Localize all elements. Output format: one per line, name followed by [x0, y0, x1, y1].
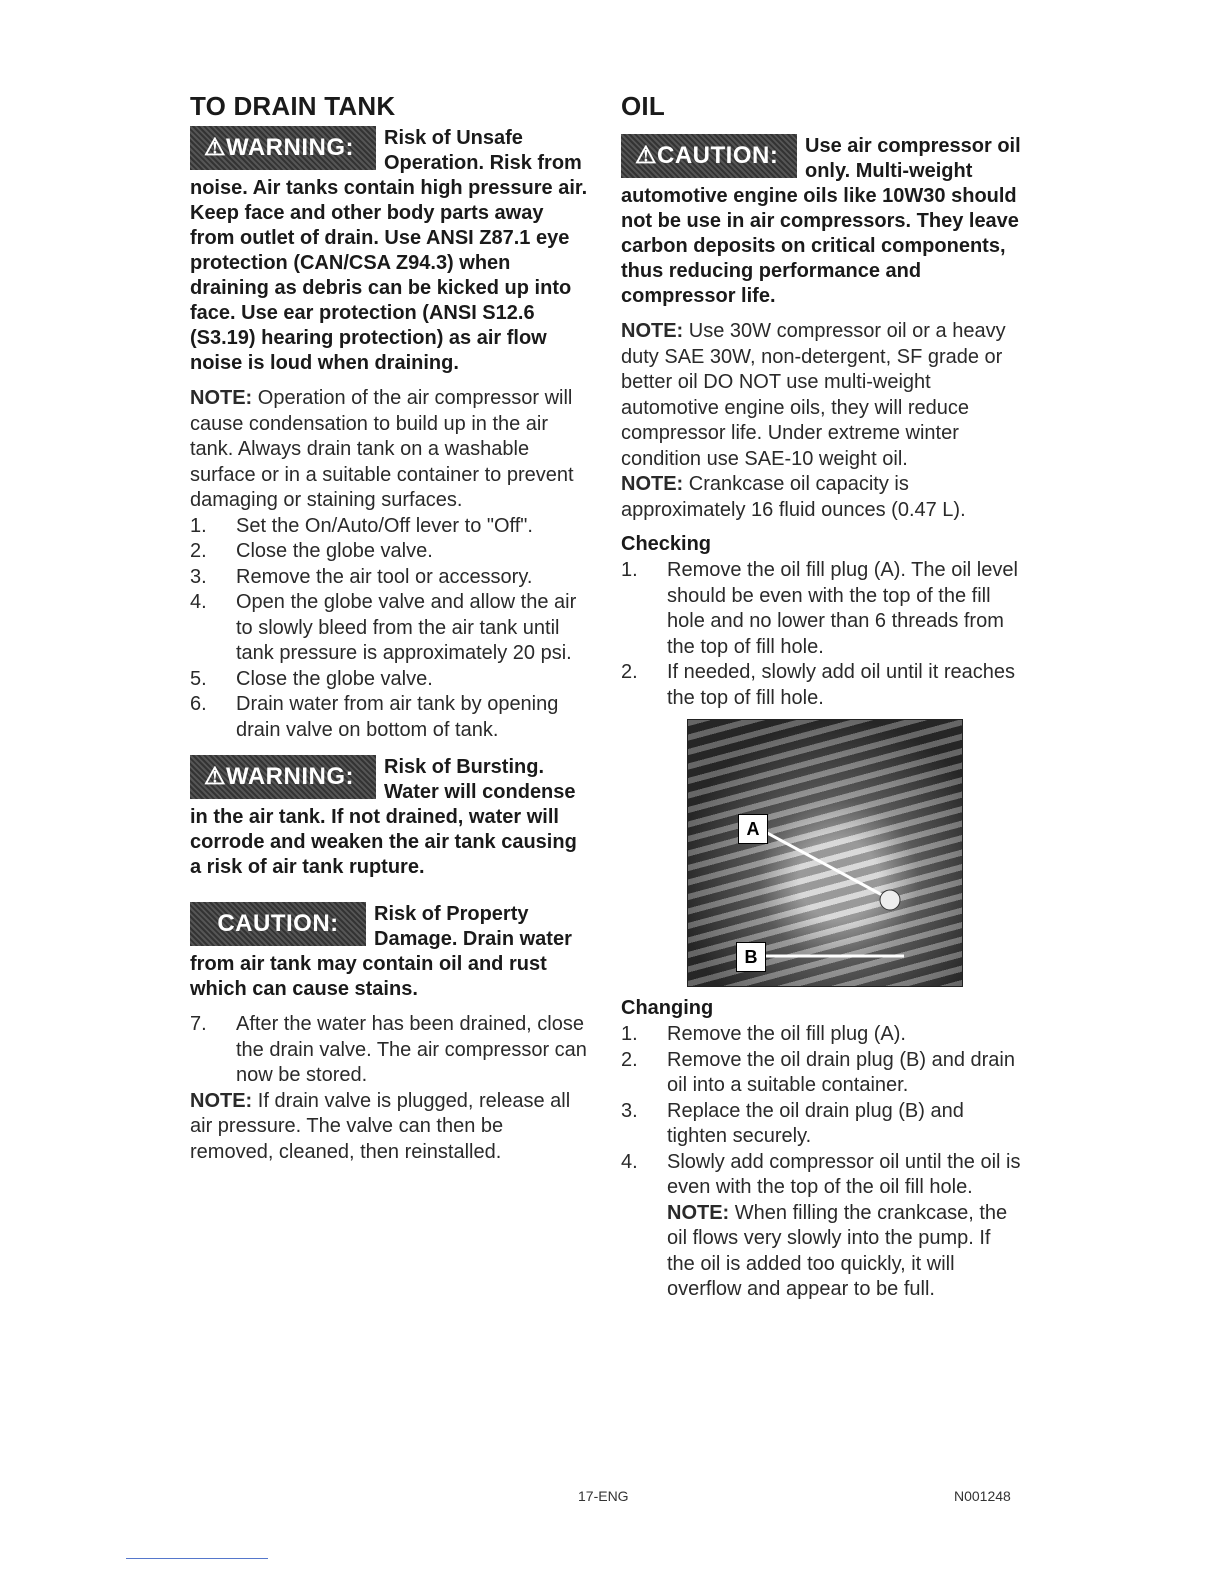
changing-steps-list [621, 1022, 1021, 1303]
step-text: Remove the oil fill plug (A). The oil level should be even with the top of the fill hole and no lower than 6 threads from the top of fill hole. [667, 559, 1018, 658]
caution-oil [621, 134, 1021, 309]
list-item [621, 1048, 1021, 1099]
section-heading-drain-tank: TO DRAIN TANK [190, 91, 396, 121]
caution-badge: CAUTION: [190, 902, 366, 946]
step-number: 4. [190, 591, 207, 613]
warning-text: Risk of Unsafe Operation. Risk from noise. Air tanks contain high pressure air. Keep face and other body parts away from outlet of drain. Use ANSI Z87.1 eye protection (CAN/CSA Z94.3) when draining as debris can be kicked up into face. Use ear protection (ANSI S12.6 (S3.19) hearing protection) as air flow noise is loud when draining. [190, 127, 588, 374]
step-text: Set the On/Auto/Off lever to "Off". [236, 514, 533, 537]
step-text: Close the globe valve. [236, 667, 433, 690]
caution-text: Risk of Property Damage. Drain water from air tank may contain oil and rust which can cause stains. [190, 903, 572, 1000]
list-item [621, 1099, 1021, 1150]
step-text: After the water has been drained, close the drain valve. The air compressor can now be stored. [236, 1013, 587, 1086]
callout-lines [688, 720, 962, 986]
drain-step-7 [190, 1012, 590, 1089]
checking-steps-list [621, 558, 1021, 711]
step-text: Remove the oil drain plug (B) and drain oil into a suitable container. [667, 1048, 1015, 1096]
step-text: Close the globe valve. [236, 540, 433, 562]
warning-unsafe-operation [190, 126, 590, 376]
photo-label-b: B [736, 942, 766, 972]
list-item [190, 1012, 590, 1089]
warning-badge: ⚠WARNING: [190, 755, 376, 799]
warning-badge: ⚠WARNING: [190, 126, 376, 170]
step-number: 2. [621, 661, 638, 683]
list-item [621, 1150, 1021, 1303]
step-number: 1. [621, 559, 638, 581]
list-item [190, 539, 590, 565]
step-text: Replace the oil drain plug (B) and tighten securely. [667, 1099, 964, 1147]
note-lead: NOTE: [190, 387, 253, 409]
step-number: 3. [190, 565, 207, 588]
step-number: 7. [190, 1013, 207, 1035]
list-item [190, 667, 590, 693]
note-plugged-valve [190, 1089, 590, 1166]
step-text: Slowly add compressor oil until the oil is even with the top of the oil fill hole. [667, 1150, 1021, 1198]
fill-plug-marker [880, 890, 900, 910]
step-text: When filling the crankcase, the oil flows very slowly into the pump. If the oil is added too quickly, it will overflow and appear to be full. [667, 1201, 1008, 1300]
note-lead: NOTE: [621, 473, 684, 495]
step-number: 2. [190, 540, 207, 562]
left-column [190, 92, 590, 1165]
callout-line-a [758, 828, 884, 896]
list-item [190, 514, 590, 540]
step-text: Remove the oil fill plug (A). [667, 1023, 906, 1045]
step-number: 6. [190, 693, 207, 715]
step-number: 5. [190, 667, 207, 690]
list-item [190, 565, 590, 591]
step-text: If needed, slowly add oil until it reaches the top of fill hole. [667, 661, 1015, 709]
caution-badge: ⚠CAUTION: [621, 134, 797, 178]
note-condensation [190, 386, 590, 514]
photo-label-a: A [738, 814, 768, 844]
right-column [621, 92, 1021, 1303]
section-heading-oil: OIL [621, 91, 665, 121]
warning-bursting [190, 755, 590, 880]
list-item [621, 660, 1021, 711]
step-number: 3. [621, 1099, 638, 1122]
page-number: 17-ENG [578, 1488, 629, 1504]
note-lead: NOTE: [667, 1201, 730, 1224]
drain-steps-list [190, 514, 590, 744]
note-text: Crankcase oil capacity is approximately 16 fluid ounces (0.47 L). [621, 473, 966, 521]
warning-text: Risk of Bursting. Water will condense in the air tank. If not drained, water will corrode and weaken the air tank causing a risk of air tank rupture. [190, 756, 577, 878]
step-number: 2. [621, 1048, 638, 1071]
list-item [190, 692, 590, 743]
step-number: 1. [190, 514, 207, 537]
note-text: If drain valve is plugged, release all air pressure. The valve can then be removed, cleaned, then reinstalled. [190, 1089, 571, 1163]
list-item [621, 558, 1021, 660]
step-number: 1. [621, 1023, 638, 1045]
step-text: Open the globe valve and allow the air to slowly bleed from the air tank until tank pressure is approximately 20 psi. [236, 591, 577, 664]
note-text: Use 30W compressor oil or a heavy duty SAE 30W, non-detergent, SF grade or better oil DO NOT use multi-weight automotive engine oils, they will reduce compressor life. Under extreme winter condition use SAE-10 weight oil. [621, 320, 1006, 470]
note-lead: NOTE: [621, 320, 684, 342]
bottom-link-line [126, 1558, 268, 1559]
subheading-checking: Checking [621, 533, 712, 555]
caution-property-damage [190, 902, 590, 1002]
list-item [621, 1022, 1021, 1048]
note-oil-capacity [621, 472, 1021, 523]
step-text: Drain water from air tank by opening drain valve on bottom of tank. [236, 693, 559, 741]
compressor-pump-photo [687, 719, 963, 987]
step-text: Remove the air tool or accessory. [236, 565, 533, 588]
note-text: Operation of the air compressor will cause condensation to build up in the air tank. Always drain tank on a washable surface or in a suitable container to prevent damaging or staining surfaces. [190, 387, 574, 511]
document-code: N001248 [954, 1488, 1011, 1504]
caution-text: Use air compressor oil only. Multi-weight automotive engine oils like 10W30 should not be use in air compressors. They leave carbon deposits on critical components, thus reducing performance and compressor life. [621, 135, 1021, 307]
list-item [190, 590, 590, 667]
subheading-changing: Changing [621, 997, 714, 1019]
note-lead: NOTE: [190, 1089, 253, 1112]
step-number: 4. [621, 1150, 638, 1173]
note-oil-type [621, 319, 1021, 472]
